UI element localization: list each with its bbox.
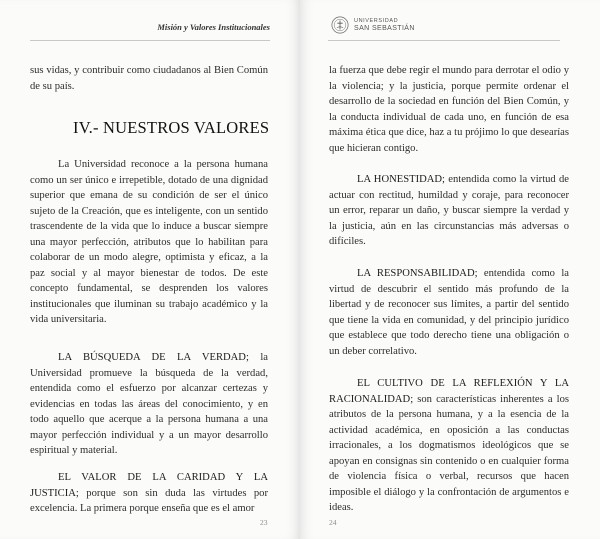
value-text: son características inherentes a los atributos de la persona humana, y a la esencia de la actividad académica, en oposición a las conductas irracionales, a los dogmatismos ideológicos que se apoyan en consignas sin contenido o en cualquier forma de violencia física o verbal, recursos que hacen imposible el diálogo y la confrontación de argumentos e ideas.: [329, 393, 569, 513]
intro-paragraph: sus vidas, y contribuir como ciudadanos al Bien Común de su país.: [30, 65, 268, 92]
value-text: la Universidad promueve la búsqueda de la verdad, entendida como el esfuerzo por alcanzar certezas y evidencias en todas las áreas del conocimiento, y en todo aquello que acerque a la persona humana a una mayor perfección individual y a un mayor desarrollo espiritual y material.: [30, 352, 268, 456]
value-text: entendida como la virtud de descubrir el sentido más profundo de la libertad y de reconocer sus límites, a partir del sentido que tiene la vida en comunidad, y del principio jurídico que establece que todo derecho tiene una obligación o un deber correlativo.: [329, 268, 569, 357]
value-heading: EL CULTIVO DE LA REFLEXIÓN Y LA RACIONALIDAD;: [329, 378, 569, 405]
logo-line2: SAN SEBASTIÁN: [354, 25, 415, 32]
logo-line1: UNIVERSIDAD: [354, 18, 399, 24]
university-logo: [331, 16, 415, 34]
value-search-truth: [30, 350, 268, 459]
value-charity-justice: [30, 470, 268, 517]
value-text: entendida como la virtud de actuar con rectitud, humildad y coraje, para reconocer un error, reparar un daño, y buscar siempre la verdad y la justicia, aún en las circunstancias más adversas o difíciles.: [329, 174, 569, 247]
right-page: [300, 0, 600, 539]
university-seal-icon: [331, 16, 349, 34]
header-rule: [30, 40, 270, 41]
value-honesty: [329, 172, 569, 250]
intro-text: [30, 63, 268, 94]
running-head: Misión y Valores Institucionales: [157, 22, 270, 32]
continued-text: [329, 63, 569, 156]
value-heading: LA HONESTIDAD;: [357, 174, 446, 185]
value-text: porque son sin duda las virtudes por excelencia. La primera porque enseña que es el amor: [30, 487, 268, 514]
section-title: IV.- NUESTROS VALORES: [73, 118, 270, 137]
value-reflection: [329, 376, 569, 516]
value-heading: EL VALOR DE LA CARIDAD Y LA JUSTICIA;: [30, 472, 268, 499]
header-rule: [328, 40, 560, 41]
value-responsibility: [329, 266, 569, 359]
values-intro: [30, 157, 268, 328]
continued-paragraph: la fuerza que debe regir el mundo para derrotar el odio y la violencia; y la justicia, porque permite ordenar el desarrollo de la sociedad en función del Bien Común, y la conducta individual de cada uno, en función de esa máxima ética que dice, haz a tu prójimo lo que desearías que hicieran contigo.: [329, 65, 569, 154]
page-number: 23: [260, 518, 268, 527]
values-intro-paragraph: La Universidad reconoce a la persona humana como un ser único e irrepetible, dotado de una dignidad superior que emana de su condición de ser el único sujeto de la Creación, que es inteligente, con un sentido trascendente de la vida que lo induce a buscar siempre una mayor perfección, atributos que lo habilitan para colaborar de un modo alegre, optimista y eficaz, a la paz social y al mayor bienestar de todos. De este concepto fundamental, se desprenden los valores institucionales que iluminan su trabajo académico y la vida universitaria.: [30, 159, 268, 325]
value-heading: LA RESPONSABILIDAD;: [357, 268, 478, 279]
page-number: 24: [329, 518, 337, 527]
value-heading: LA BÚSQUEDA DE LA VERDAD;: [58, 352, 249, 363]
